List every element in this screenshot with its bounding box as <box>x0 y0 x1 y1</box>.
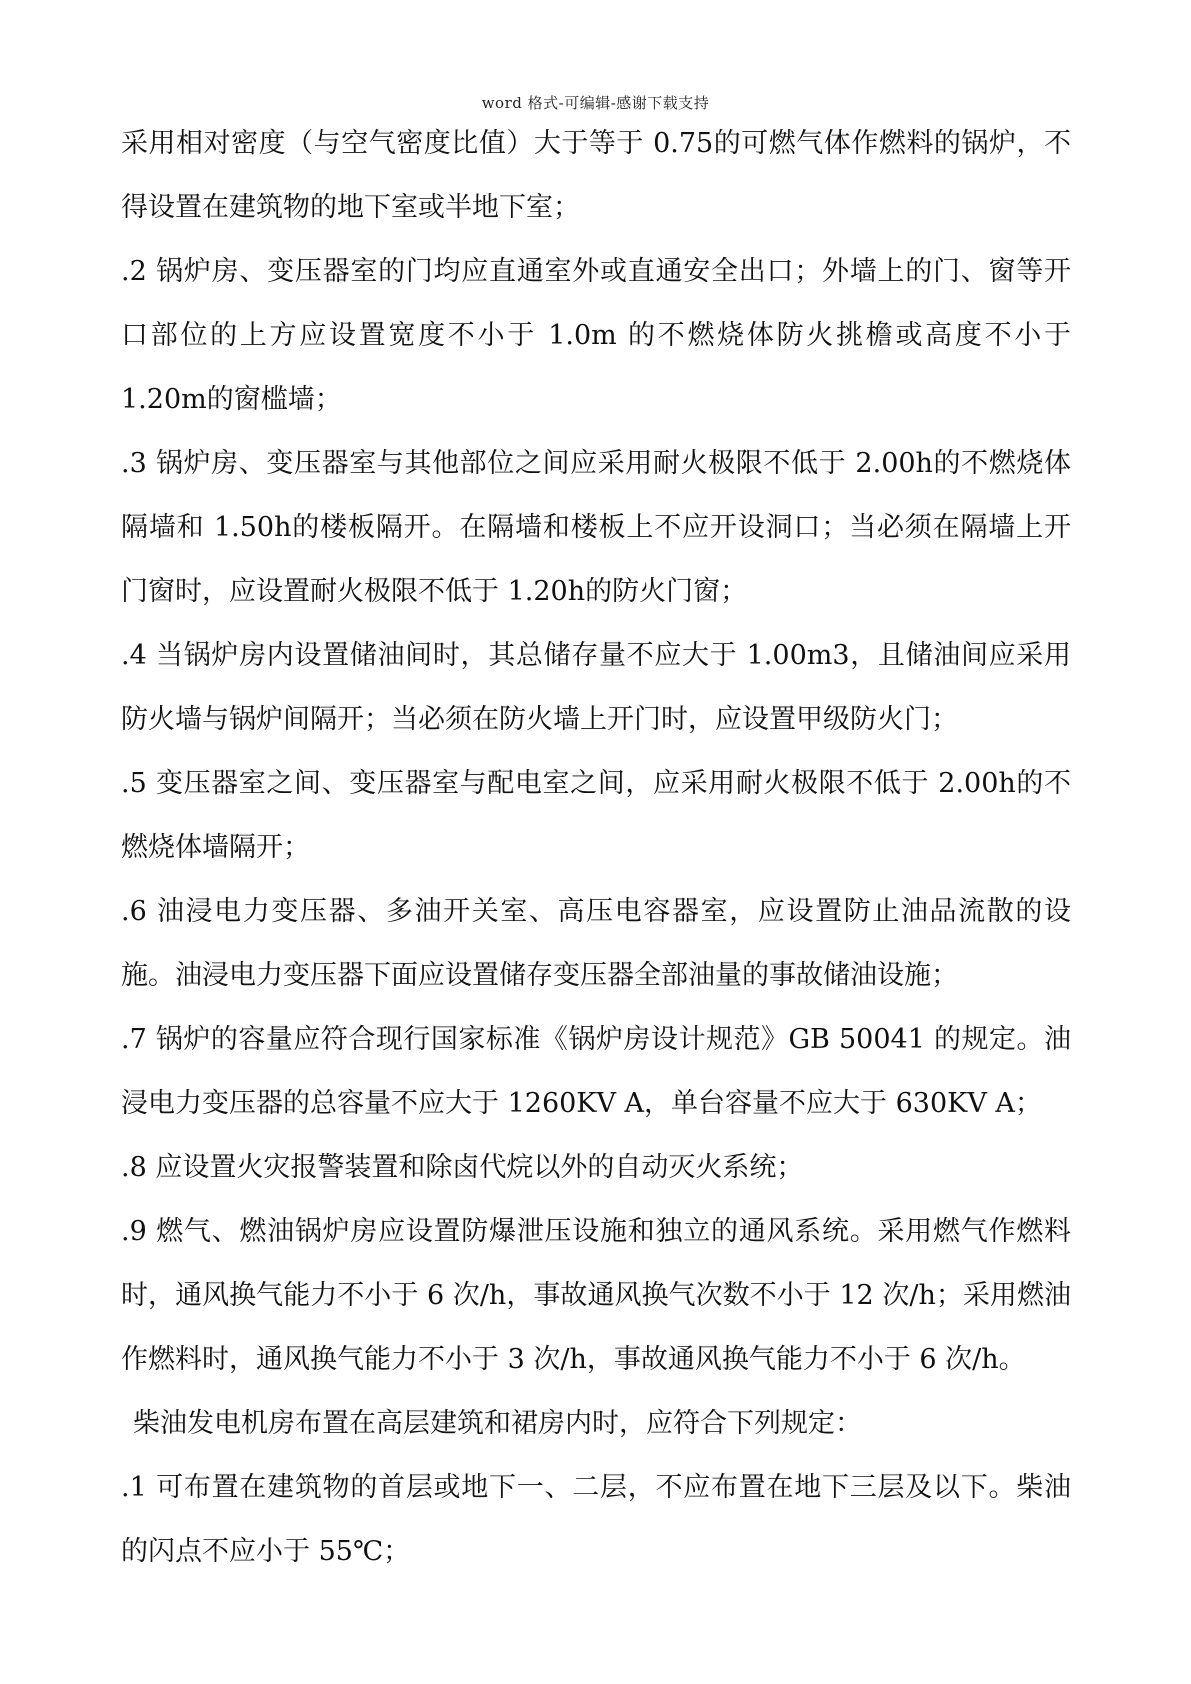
paragraph-5-transformer-walls: .5 变压器室之间、变压器室与配电室之间，应采用耐火极限不低于 2.00h的不燃烧体墙隔开； <box>121 768 1071 863</box>
paragraph-7-capacity-limits: .7 锅炉的容量应符合现行国家标准《锅炉房设计规范》GB 50041 的规定。油浸电力变压器的总容量不应大于 1260KV A，单台容量不应大于 630KV A； <box>121 1024 1071 1119</box>
paragraph-boiler-gas-density: 采用相对密度（与空气密度比值）大于等于 0.75的可燃气体作燃料的锅炉，不得设置在建筑物的地下室或半地下室； <box>121 128 1071 223</box>
page-header: word 格式-可编辑-感谢下载支持 <box>481 94 710 112</box>
document-body <box>121 112 1071 1584</box>
paragraph-3-fire-partitions: .3 锅炉房、变压器室与其他部位之间应采用耐火极限不低于 2.00h的不燃烧体隔墙和 1.50h的楼板隔开。在隔墙和楼板上不应开设洞口；当必须在隔墙上开门窗时，应设置耐火极限不低于 1.20h的防火门窗； <box>121 448 1071 607</box>
paragraph-2-doors-exits: .2 锅炉房、变压器室的门均应直通室外或直通安全出口；外墙上的门、窗等开口部位的上方应设置宽度不小于 1.0m 的不燃烧体防火挑檐或高度不小于1.20m的窗槛墙； <box>121 256 1071 415</box>
paragraph-4-oil-storage: .4 当锅炉房内设置储油间时，其总储存量不应大于 1.00m3，且储油间应采用防火墙与锅炉间隔开；当必须在防火墙上开门时，应设置甲级防火门； <box>121 640 1071 735</box>
paragraph-6-oil-spill-facilities: .6 油浸电力变压器、多油开关室、高压电容器室，应设置防止油品流散的设施。油浸电力变压器下面应设置储存变压器全部油量的事故储油设施； <box>121 896 1071 991</box>
paragraph-8-fire-alarm: .8 应设置火灾报警装置和除卤代烷以外的自动灭火系统； <box>121 1152 804 1183</box>
paragraph-diesel-generator-intro: 柴油发电机房布置在高层建筑和裙房内时，应符合下列规定： <box>133 1408 862 1439</box>
paragraph-diesel-1-location: .1 可布置在建筑物的首层或地下一、二层，不应布置在地下三层及以下。柴油的闪点不应小于 55℃； <box>121 1472 1071 1567</box>
paragraph-9-ventilation: .9 燃气、燃油锅炉房应设置防爆泄压设施和独立的通风系统。采用燃气作燃料时，通风换气能力不小于 6 次/h，事故通风换气次数不小于 12 次/h；采用燃油作燃料时，通风换气能力不小于 3 次/h，事故通风换气能力不小于 6 次/h。 <box>121 1216 1071 1375</box>
